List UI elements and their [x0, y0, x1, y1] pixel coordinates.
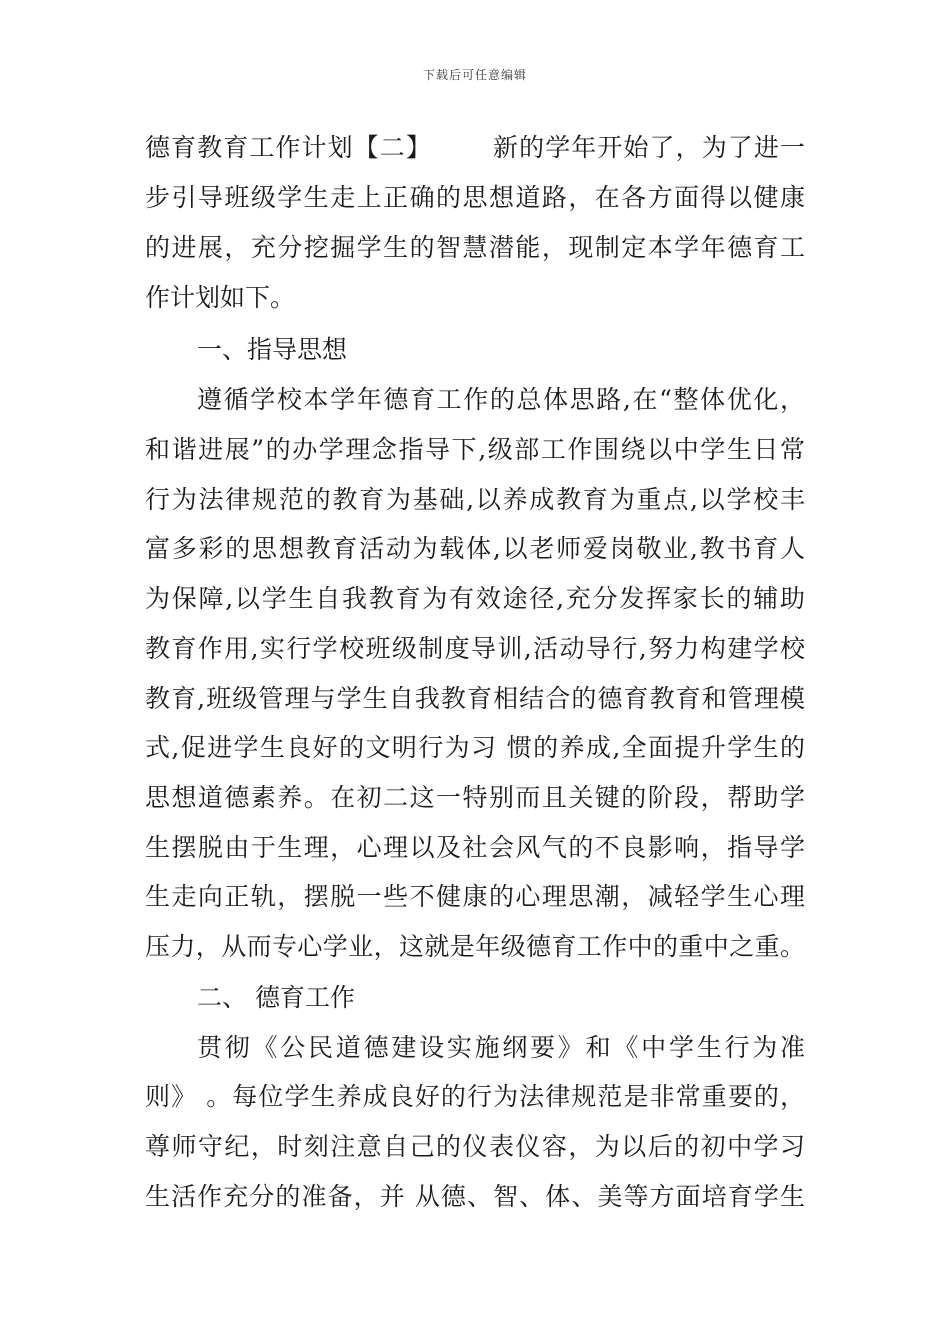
paragraph-line: 富多彩的思想教育活动为载体,以老师爱岗敬业,教书育人: [145, 534, 805, 563]
paragraph-line: 则》 。每位学生养成良好的行为法律规范是非常重要的，: [145, 1082, 805, 1111]
paragraph-line: 压力，从而专心学业，这就是年级德育工作中的重中之重。: [145, 932, 805, 961]
page-header-note: 下载后可任意编辑: [422, 68, 527, 82]
intro-line: 作计划如下。: [145, 283, 296, 312]
section-heading-moral-work: 二、 德育工作: [197, 983, 355, 1012]
paragraph-line: 式,促进学生良好的文明行为习 惯的养成,全面提升学生的: [145, 733, 805, 762]
paragraph-line: 为保障,以学生自我教育为有效途径,充分发挥家长的辅助: [145, 584, 805, 613]
paragraph-line: 尊师守纪，时刻注意自己的仪表仪容，为以后的初中学习: [145, 1132, 805, 1161]
paragraph-line: 行为法律规范的教育为基础,以养成教育为重点,以学校丰: [145, 485, 805, 514]
paragraph-line: 生活作充分的准备，并 从德、智、体、美等方面培育学生: [145, 1182, 805, 1211]
paragraph-line: 和谐进展”的办学理念指导下,级部工作围绕以中学生日常: [145, 435, 805, 464]
document-title: 德育教育工作计划【二】: [145, 133, 432, 162]
paragraph-line: 生摆脱由于生理，心理以及社会风气的不良影响，指导学: [145, 833, 805, 862]
paragraph-line: 贯彻《公民道德建设实施纲要》和《中学生行为准: [197, 1033, 805, 1062]
paragraph-line: 教育,班级管理与学生自我教育相结合的德育教育和管理模: [145, 684, 805, 713]
intro-first-line: [145, 133, 805, 163]
paragraph-line: 教育作用,实行学校班级制度导训,活动导行,努力构建学校: [145, 634, 805, 663]
paragraph-line: 思想道德素养。在初二这一特别而且关键的阶段，帮助学: [145, 783, 805, 812]
intro-first-line-rest: 新的学年开始了，为了进一: [491, 133, 805, 162]
section-heading-guiding-thought: 一、指导思想: [197, 335, 348, 364]
paragraph-line: 生走向正轨，摆脱一些不健康的心理思潮，减轻学生心理: [145, 882, 805, 911]
intro-line: 的进展，充分挖掘学生的智慧潜能，现制定本学年德育工: [145, 233, 805, 262]
paragraph-line: 遵循学校本学年德育工作的总体思路,在“整体优化，: [197, 385, 805, 414]
intro-line: 步引导班级学生走上正确的思想道路，在各方面得以健康: [145, 183, 805, 212]
